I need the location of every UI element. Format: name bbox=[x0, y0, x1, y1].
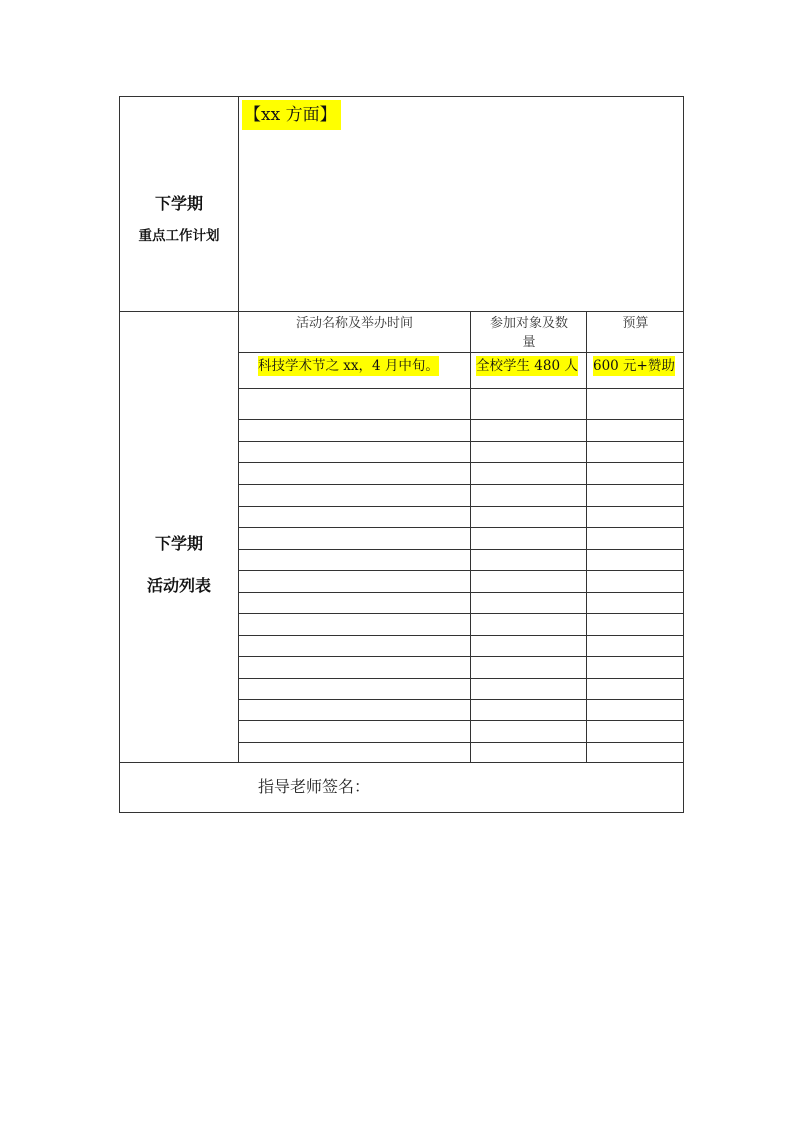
divider-row bbox=[238, 506, 684, 507]
participants-cell: 全校学生 480 人 bbox=[476, 358, 578, 374]
plan-section-subtitle: 重点工作计划 bbox=[138, 228, 220, 244]
plan-area-tag: 【xx 方面】 bbox=[242, 100, 341, 130]
divider-row bbox=[238, 613, 684, 614]
divider-row bbox=[238, 549, 684, 550]
divider-row bbox=[238, 720, 684, 721]
divider-activity-bottom bbox=[119, 762, 684, 763]
divider-row-1 bbox=[238, 388, 684, 389]
budget-cell: 600 元+赞助 bbox=[593, 358, 675, 374]
divider-row bbox=[238, 699, 684, 700]
column-header-activity: 活动名称及举办时间 bbox=[295, 316, 413, 331]
divider-plan-bottom bbox=[119, 311, 684, 312]
divider-column-3 bbox=[586, 311, 587, 763]
plan-section-title: 下学期 bbox=[154, 194, 203, 213]
column-header-participants: 参加对象及数量 bbox=[489, 316, 568, 350]
activity-section-subtitle: 活动列表 bbox=[146, 576, 211, 595]
divider-row bbox=[238, 592, 684, 593]
divider-row bbox=[238, 678, 684, 679]
divider-header-bottom bbox=[238, 352, 684, 353]
divider-row bbox=[238, 570, 684, 571]
divider-column-2 bbox=[470, 311, 471, 763]
divider-row bbox=[238, 527, 684, 528]
divider-row bbox=[238, 484, 684, 485]
divider-row bbox=[238, 419, 684, 420]
advisor-signature-label: 指导老师签名： bbox=[258, 777, 371, 796]
divider-row bbox=[238, 635, 684, 636]
divider-row bbox=[238, 441, 684, 442]
divider-row bbox=[238, 656, 684, 657]
column-header-budget: 预算 bbox=[622, 316, 649, 331]
divider-row bbox=[238, 462, 684, 463]
divider-label-column bbox=[238, 96, 239, 763]
activity-name-cell: 科技学术节之 xx，4 月中旬。 bbox=[258, 358, 439, 374]
divider-row bbox=[238, 742, 684, 743]
activity-section-title: 下学期 bbox=[154, 534, 203, 553]
